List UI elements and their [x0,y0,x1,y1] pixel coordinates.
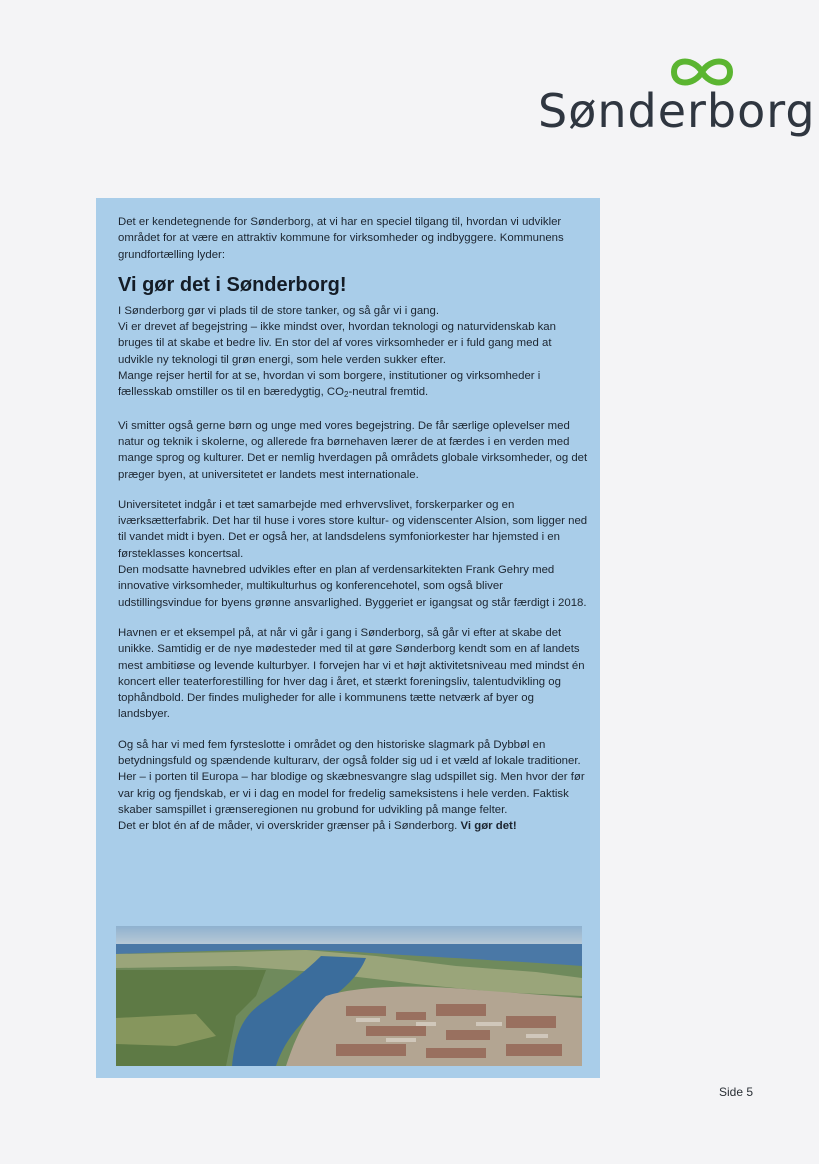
co2-text-after: -neutral fremtid. [348,386,429,399]
intro-paragraph: Det er kendetegnende for Sønderborg, at vi har en speciel tilgang til, hvordan vi udvikler området for at være en attraktiv kommune for virksomheder og indbyggere. Kommunens grundfortælling lyder: [118,216,564,261]
paragraph-5-line-3 [118,818,588,834]
paragraph-3-line-2: Den modsatte havnebred udvikles efter en plan af verdensarkitekten Frank Gehry med innovative virksomheder, multikulturhus og konferencehotel, som også bliver udstillingsvindue for byens grønne ansvarlighed. Byggeriet er igangsat og står færdigt i 2018. [118,564,587,609]
article-body [118,214,588,835]
paragraph-1-line-1: I Sønderborg gør vi plads til de store tanker, og så går vi i gang. [118,304,440,317]
paragraph-5-line-1: Og så har vi med fem fyrsteslotte i området og den historiske slagmark på Dybbøl en betydningsfuld og spændende kulturarv, der også folder sig ud i et væld af lokale traditioner. [118,738,581,768]
paragraph-2: Vi smitter også gerne børn og unge med vores begejstring. De får særlige oplevelser med natur og teknik i skolerne, og allerede fra børnehaven lærer de at færdes i en verden med mange sprog og kulturer. Det er nemlig hverdagen på områdets globale virksomheder, og det præger byen, at universitetet er landets mest internationale. [118,419,588,481]
logo-wordmark: Sønderborg [538,84,816,138]
page-number: Side 5 [719,1085,754,1099]
paragraph-3-line-1: Universitetet indgår i et tæt samarbejde med erhvervslivet, forskerparker og en iværksætterfabrik. Det har til huse i vores store kultur- og videnscenter Alsion, som ligger ned til vandet midt i byen. Det er også her, at landsdelens symfoniorkester har hjemsted i en førsteklasses koncertsal. [118,498,588,560]
aerial-photo [116,926,582,1066]
paragraph-5-line-2: Her – i porten til Europa – har blodige og skæbnesvangre slag udspillet sig. Men hvor der før var krig og fjendskab, er vi i dag en model for fredelig sameksistens i hele verden. Faktisk skaber samspillet i grænseregionen nu grobund for udvikling på mange felter. [118,771,585,816]
co2-text-before: Mange rejser hertil for at se, hvordan vi som borgere, institutioner og virksomheder i fællesskab omstiller os til en bæredygtig, CO [118,370,541,399]
closing-bold: Vi gør det! [460,820,517,833]
paragraph-4: Havnen er et eksempel på, at når vi går i gang i Sønderborg, så går vi efter at skabe det unikke. Samtidig er de nye mødesteder med til at gøre Sønderborg kendt som en af landets mest ambitiøse og levende kulturbyer. I forvejen har vi et højt aktivitetsniveau med mindst én koncert eller teaterforestilling for hver dag i året, et stærkt foreningsliv, talentudvikling og tophåndbold. Der findes muligheder for alle i kommunens tætte netværk af byer og landsbyer. [118,626,585,721]
closing-text: Det er blot én af de måder, vi overskrider grænser på i Sønderborg. [118,820,461,833]
paragraph-1-line-3 [118,368,588,404]
co2-subscript: 2 [344,390,349,400]
headline: Vi gør det i Sønderborg! [118,273,347,296]
paragraph-1-line-2: Vi er drevet af begejstring – ikke mindst over, hvordan teknologi og naturvidenskab kan bruges til at skabe et bedre liv. En stor del af vores virksomheder er i fuld gang med at udvikle ny teknologi til grøn energi, som hele verden sukker efter. [118,321,556,366]
sonderborg-logo [538,52,816,142]
